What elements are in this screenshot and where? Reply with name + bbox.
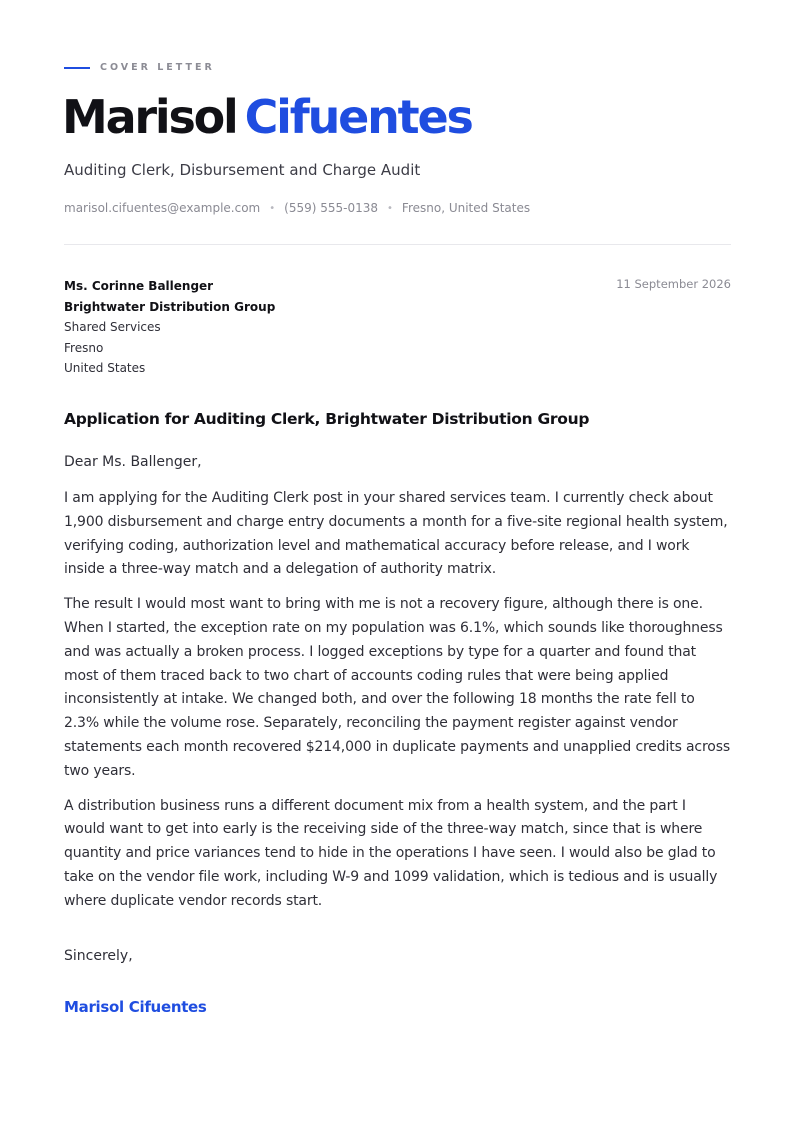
contact-separator: • [387,202,393,214]
signature-name: Marisol Cifuentes [64,998,207,1016]
applicant-role: Auditing Clerk, Disbursement and Charge Audit [64,161,421,179]
body-paragraph: I am applying for the Auditing Clerk post in your shared services team. I currently check about 1,900 disbursement and charge entry documents a month for a five-site regional health system, verifying coding, authorization level and mathematical accuracy before release, and I work inside a three-way match and a delegation of authority matrix. [64,490,728,578]
body-paragraph: The result I would most want to bring with me is not a recovery figure, although there is one. When I started, the exception rate on my population was 6.1%, which sounds like thoroughness and was actually a broken process. I logged exceptions by type for a quarter and found that most of them traced back to two chart of accounts coding rules that were being applied inconsistently at intake. We changed both, and over the following 18 months the rate fell to 2.3% while the volume rose. Separately, reconciling the payment register against vendor statements each month recovered $214,000 in duplicate payments and unapplied credits across two years. [64,596,730,779]
first-name: Marisol [62,90,237,144]
body-paragraph: A distribution business runs a different document mix from a health system, and the part I would want to get into early is the receiving side of the three-way match, since that is where quantity and price variances tend to hide in the operations I have seen. I would also be glad to take on the vendor file work, including W-9 and 1099 validation, which is tedious and is usually where duplicate vendor records start. [64,797,718,909]
applicant-name [62,86,472,148]
contact-separator: • [269,202,276,214]
letter-subject: Application for Auditing Clerk, Brightwater Distribution Group [64,410,590,428]
eyebrow [64,62,215,73]
salutation: Dear Ms. Ballenger, [64,454,202,470]
eyebrow-accent-rule [64,67,90,69]
closing: Sincerely, [64,948,133,964]
contact-phone[interactable]: (559) 555-0138 [284,201,379,215]
header-divider [64,244,731,245]
recipient-address [64,276,275,379]
letter-body [64,487,731,925]
eyebrow-label: COVER LETTER [100,62,215,73]
letter-date: 11 September 2026 [616,277,731,291]
recipient-country: United States [64,361,146,375]
recipient-department: Shared Services [64,320,161,334]
recipient-company: Brightwater Distribution Group [64,299,276,314]
recipient-name: Ms. Corinne Ballenger [64,279,214,293]
recipient-city: Fresno [64,340,104,355]
contact-email[interactable]: marisol.cifuentes@example.com [64,201,261,215]
contact-location: Fresno, United States [401,201,531,215]
contact-line [64,201,530,215]
last-name: Cifuentes [244,90,472,144]
